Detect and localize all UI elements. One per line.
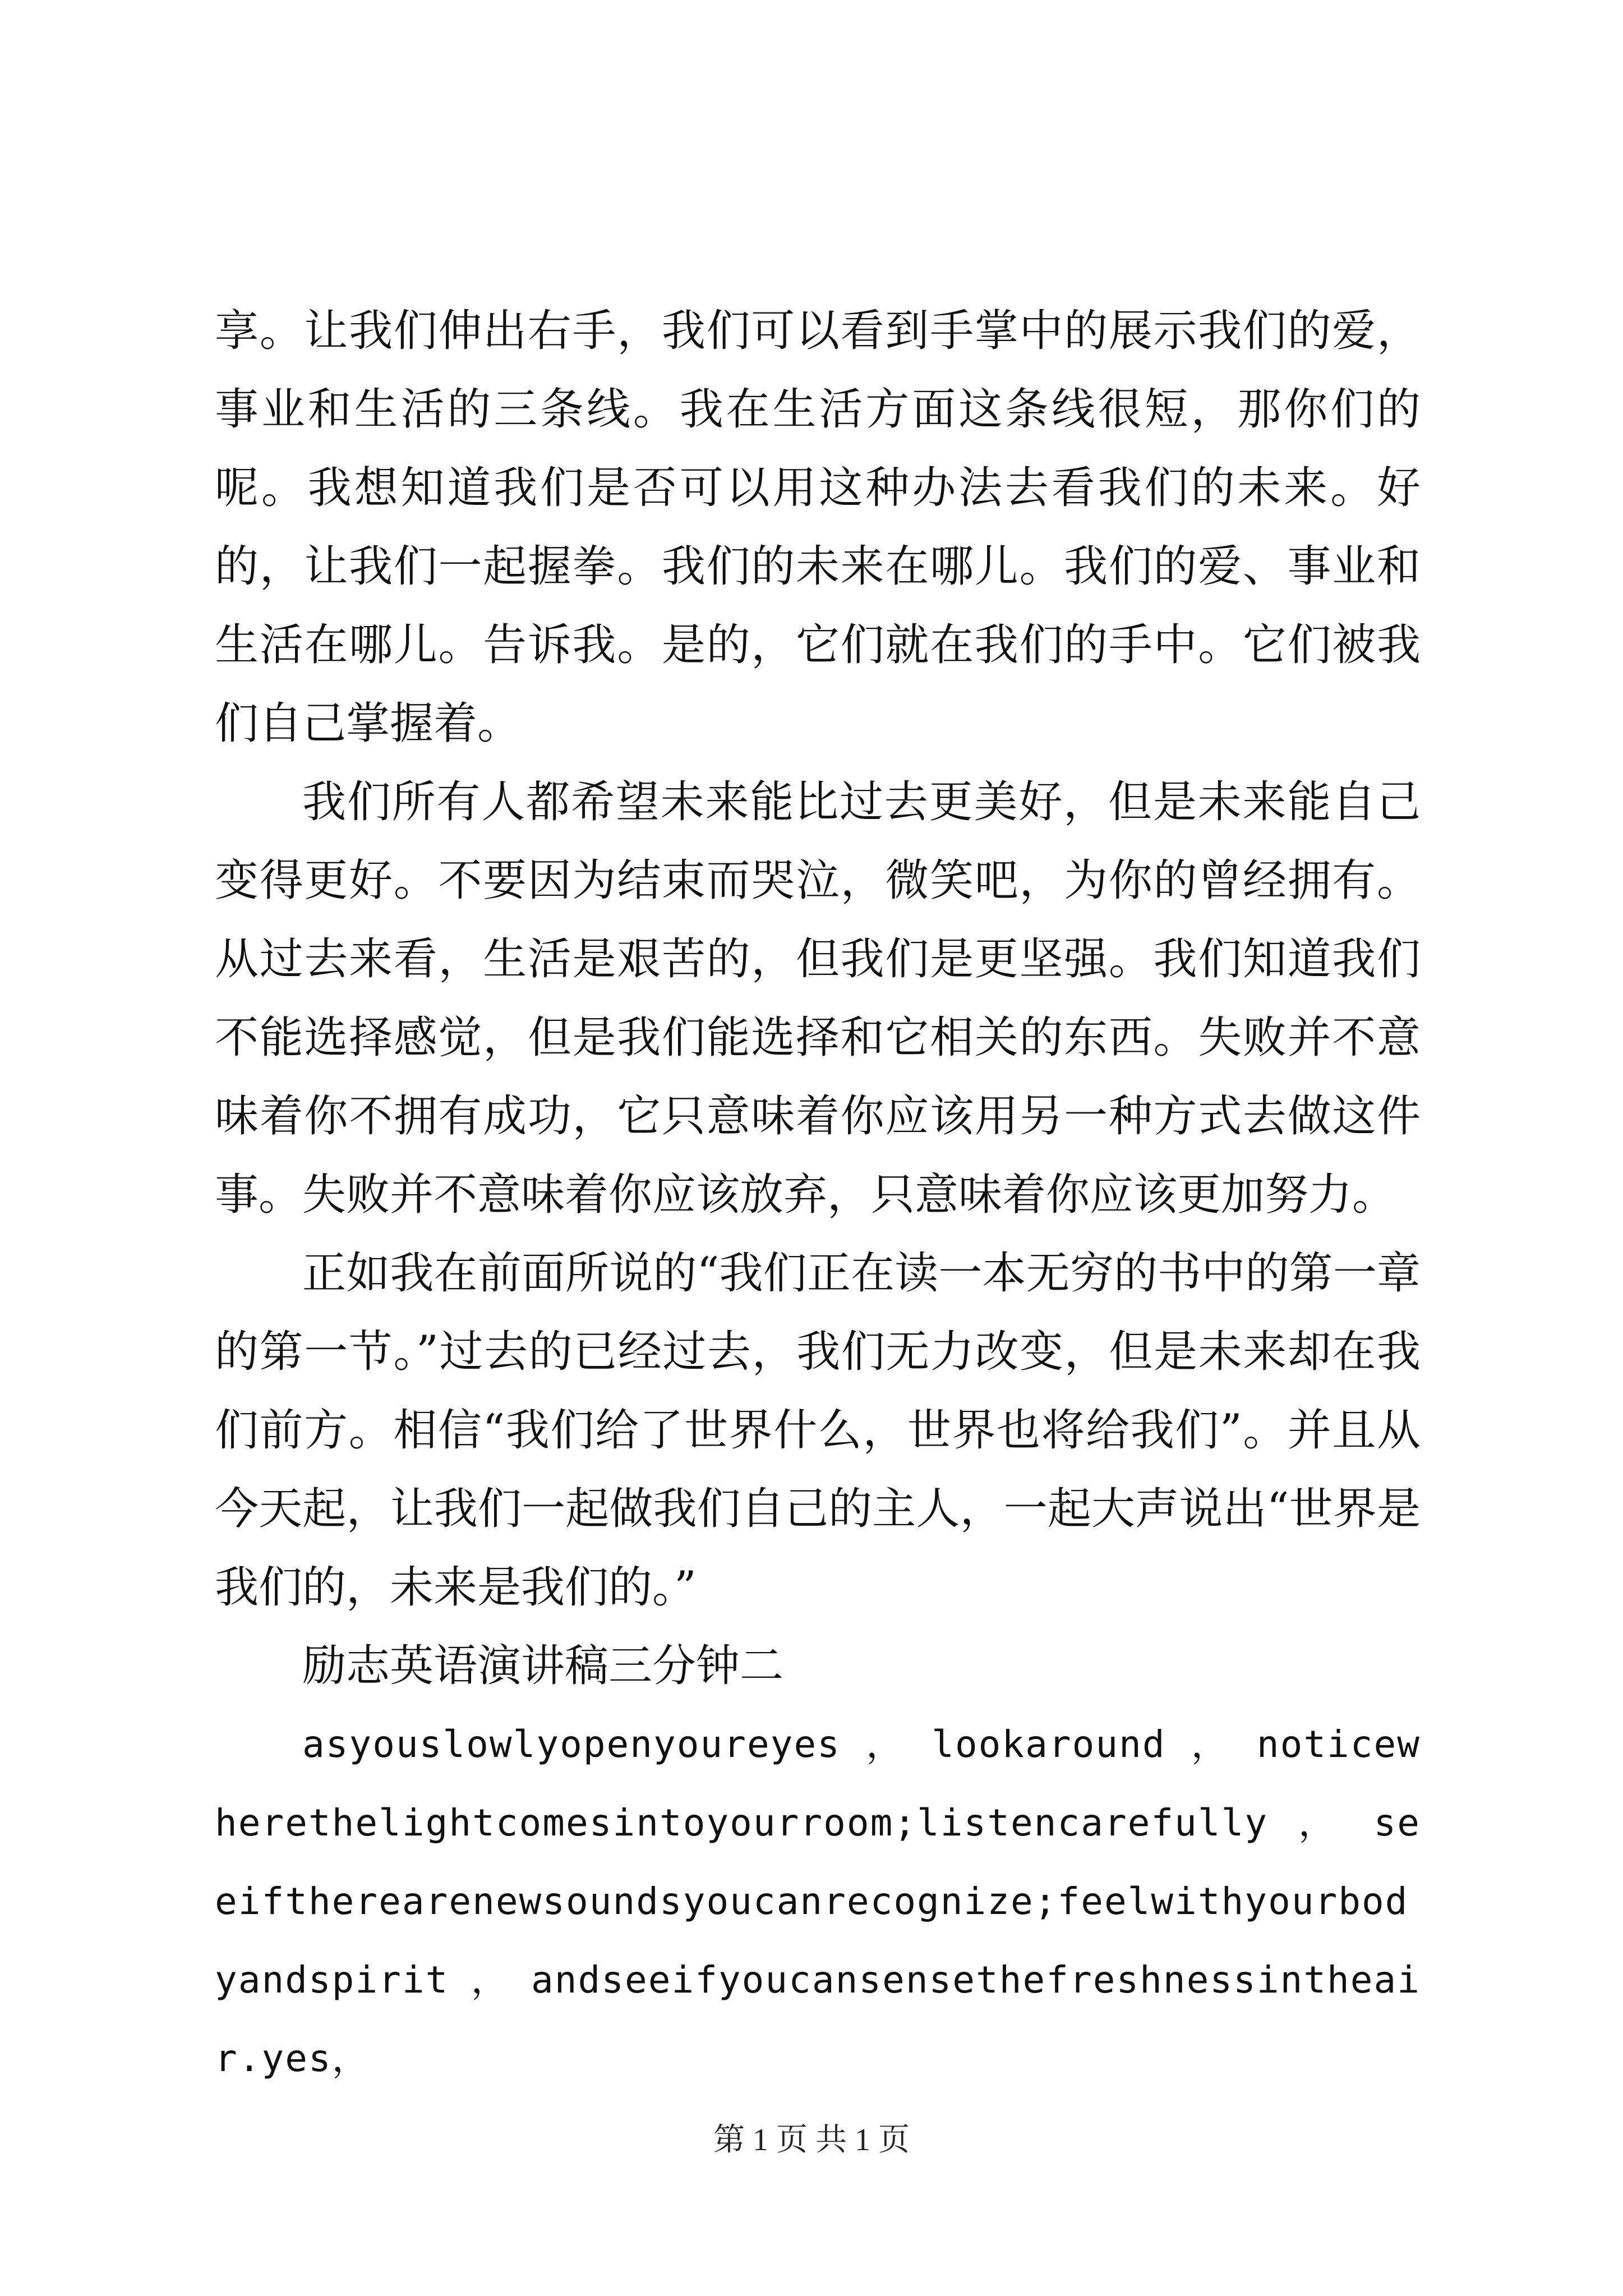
paragraph-continuation: 享。让我们伸出右手，我们可以看到手掌中的展示我们的爱，事业和生活的三条线。我在生活方面这条线很短，那你们的呢。我想知道我们是否可以用这种办法去看我们的未来。好的，让我们一起握拳。我们的未来在哪儿。我们的爱、事业和生活在哪儿。告诉我。是的，它们就在我们的手中。它们被我们自己掌握着。 [215,306,1421,749]
section-heading: 励志英语演讲稿三分钟二 [302,1641,784,1691]
document-body [215,292,1421,2098]
paragraph-closing-quote: 正如我在前面所说的“我们正在读一本无穷的书中的第一章的第一节。”过去的已经过去，我们无力改变，但是未来却在我们前方。相信“我们给了世界什么，世界也将给我们”。并且从今天起，让我们一起做我们自己的主人，一起大声说出“世界是我们的，未来是我们的。” [215,1248,1421,1613]
english-paragraph: asyouslowlyopenyoureyes ， lookaround ， noticewherethelightcomesintoyourroom;listencarefully ， seeiftherearenewsoundsyoucanrecognize;feelwithyourbodyandspirit，andseeifyoucansensethefreshnessintheair.yes， [215,1723,1421,2080]
page-footer: 第 1 页 共 1 页 [713,2123,910,2157]
paragraph-future-hope: 我们所有人都希望未来能比过去更美好，但是未来能自己变得更好。不要因为结束而哭泣，微笑吧，为你的曾经拥有。从过去来看，生活是艰苦的，但我们是更坚强。我们知道我们不能选择感觉，但是我们能选择和它相关的东西。失败并不意味着你不拥有成功，它只意味着你应该用另一种方式去做这件事。失败并不意味着你应该放弃，只意味着你应该更加努力。 [215,777,1421,1220]
